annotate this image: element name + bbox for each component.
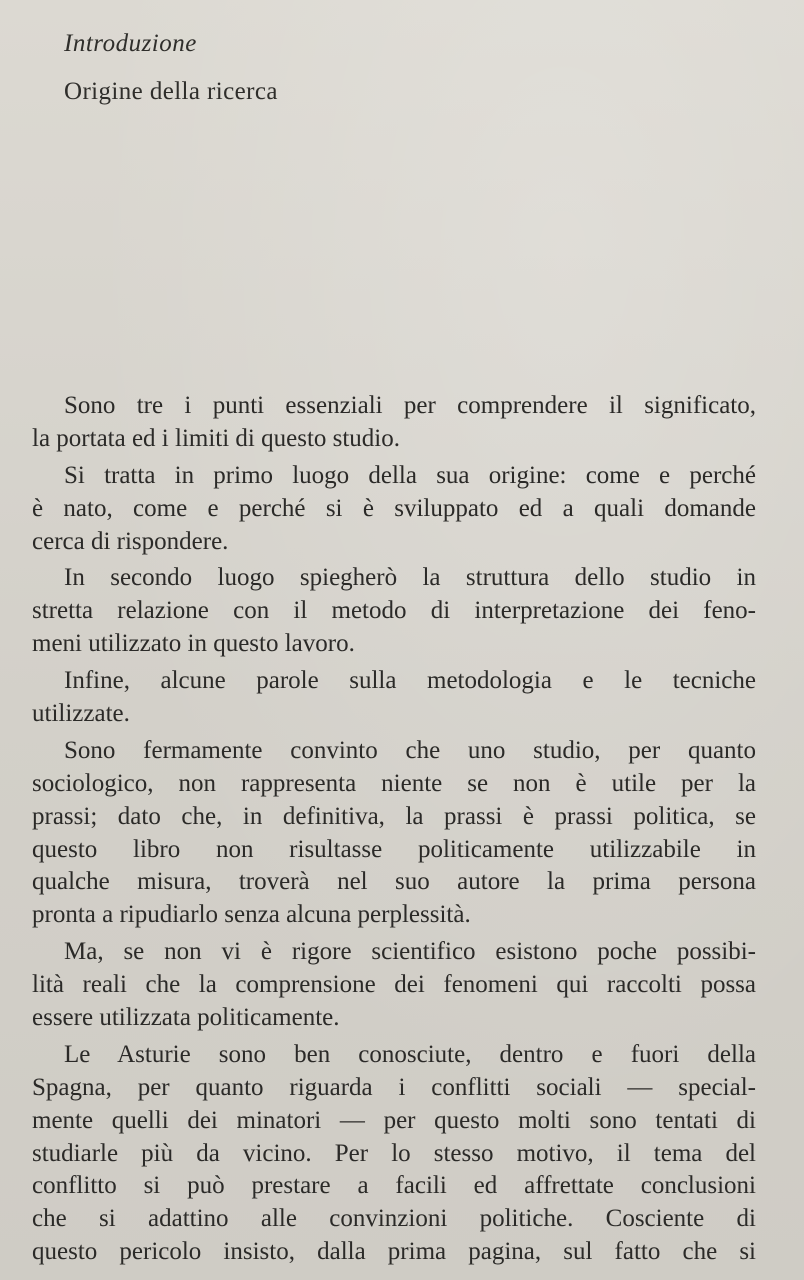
- paragraph: [32, 735, 756, 932]
- text-line: questo libro non risultasse politicamente utilizzabile in: [32, 835, 756, 863]
- text-line: Le Asturie sono ben conosciute, dentro e fuori della: [64, 1040, 756, 1068]
- text-line: prassi; dato che, in definitiva, la prassi è prassi politica, se: [32, 802, 756, 830]
- paragraph: [32, 390, 756, 456]
- paragraph: [32, 665, 756, 731]
- text-line: Spagna, per quanto riguarda i conflitti sociali — special-: [32, 1073, 756, 1101]
- text-line: che si adattino alle convinzioni politiche. Cosciente di: [32, 1205, 756, 1233]
- text-line: utilizzate.: [32, 700, 130, 728]
- paragraph: [32, 1039, 756, 1269]
- text-line: Sono fermamente convinto che uno studio, per quanto: [64, 736, 756, 764]
- paragraph: [32, 460, 756, 559]
- text-line: stretta relazione con il metodo di interpretazione dei feno-: [32, 597, 756, 625]
- text-line: conflitto si può prestare a facili ed affrettate conclusioni: [32, 1172, 756, 1200]
- text-line: In secondo luogo spiegherò la struttura dello studio in: [64, 564, 756, 592]
- text-line: lità reali che la comprensione dei fenomeni qui raccolti possa: [32, 971, 756, 999]
- text-line: pronta a ripudiarlo senza alcuna perplessità.: [32, 901, 471, 929]
- text-line: Infine, alcune parole sulla metodologia e le tecniche: [64, 667, 756, 695]
- text-line: mente quelli dei minatori — per questo molti sono tentati di: [32, 1106, 756, 1134]
- text-line: studiarle più da vicino. Per lo stesso motivo, il tema del: [32, 1139, 756, 1167]
- text-line: sociologico, non rappresenta niente se non è utile per la: [32, 769, 756, 797]
- text-line: questo pericolo insisto, dalla prima pagina, sul fatto che si: [32, 1238, 756, 1266]
- chapter-label: Introduzione: [64, 30, 197, 57]
- text-line: cerca di rispondere.: [32, 527, 229, 555]
- text-line: meni utilizzato in questo lavoro.: [32, 630, 355, 658]
- text-line: Ma, se non vi è rigore scientifico esistono poche possibi-: [64, 938, 756, 966]
- text-line: è nato, come e perché si è sviluppato ed a quali domande: [32, 494, 756, 522]
- text-line: Sono tre i punti essenziali per comprendere il significato,: [64, 392, 756, 419]
- text-line: essere utilizzata politicamente.: [32, 1004, 340, 1032]
- chapter-title: Origine della ricerca: [64, 78, 278, 105]
- body-text: [32, 390, 756, 1269]
- text-line: qualche misura, troverà nel suo autore la prima persona: [32, 868, 756, 896]
- paragraph: [32, 562, 756, 661]
- paragraph: [32, 936, 756, 1035]
- text-line: la portata ed i limiti di questo studio.: [32, 424, 401, 452]
- text-line: Si tratta in primo luogo della sua origine: come e perché: [64, 461, 756, 489]
